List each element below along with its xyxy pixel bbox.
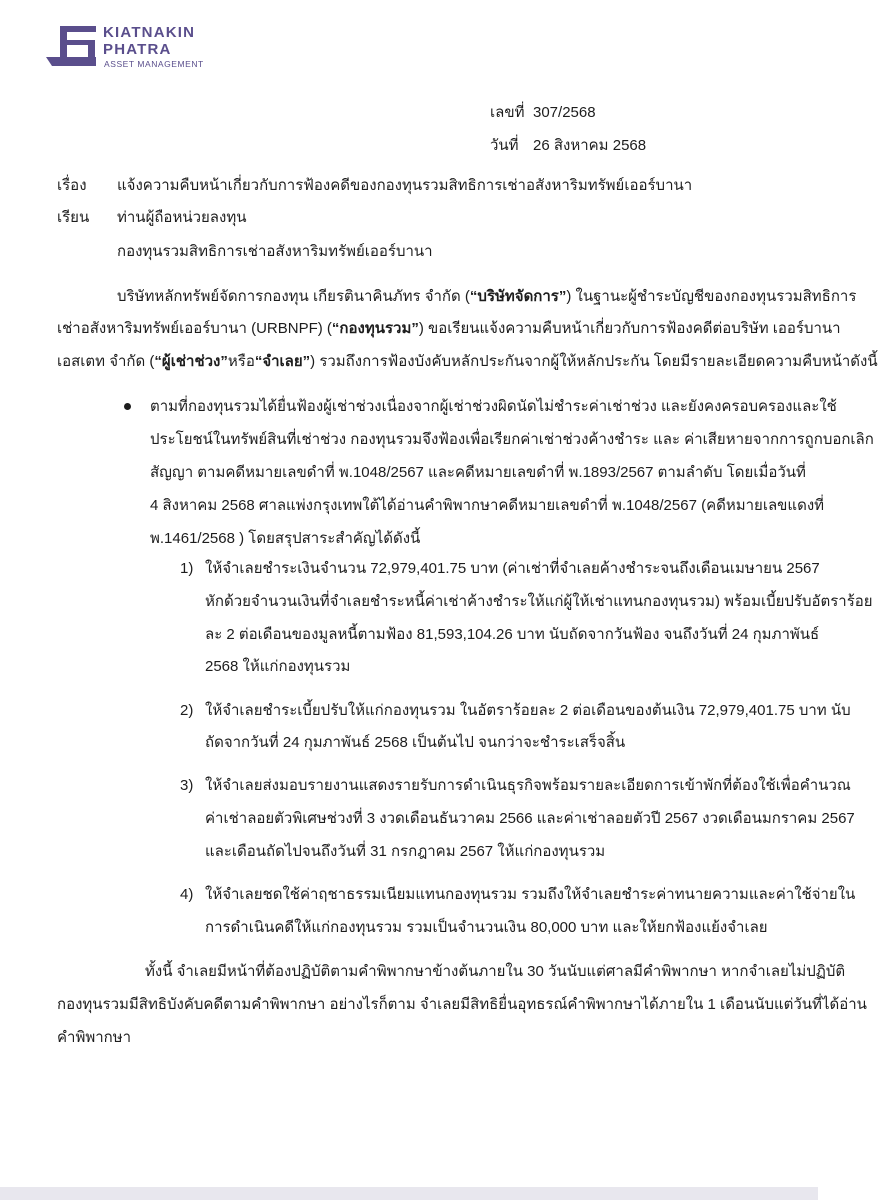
doc-date-value: 26 สิงหาคม 2568 <box>533 137 647 154</box>
item-line: 2568 ให้แก่กองทุนรวม <box>205 658 351 675</box>
intro-text: เช่าอสังหาริมทรัพย์เออร์บานา (URBNPF) ( <box>57 320 332 337</box>
doc-number-value: 307/2568 <box>533 104 596 121</box>
intro-bold-term: “ผู้เช่าช่วง” <box>154 353 228 370</box>
closing-line: กองทุนรวมมีสิทธิบังคับคดีตามคำพิพากษา อย่างไรก็ตาม จำเลยมีสิทธิยื่นอุทธรณ์คำพิพากษาได้ภายใน 1 เดือนนับแต่วันที่ได้อ่าน <box>57 996 867 1013</box>
item-number: 2) <box>180 702 194 719</box>
brand-name-line2: PHATRA <box>103 41 172 58</box>
intro-text: เอสเตท จำกัด ( <box>57 353 155 370</box>
recipient-line: กองทุนรวมสิทธิการเช่าอสังหาริมทรัพย์เออร์บานา <box>117 243 433 260</box>
item-line: ให้จำเลยชำระเงินจำนวน 72,979,401.75 บาท (ค่าเช่าที่จำเลยค้างชำระจนถึงเดือนเมษายน 2567 <box>205 560 820 577</box>
item-line: ค่าเช่าลอยตัวพิเศษช่วงที่ 3 งวดเดือนธันวาคม 2566 และค่าเช่าลอยตัวปี 2567 งวดเดือนมกราคม 2567 <box>205 810 855 827</box>
intro-line <box>57 318 841 340</box>
intro-text: บริษัทหลักทรัพย์จัดการกองทุน เกียรตินาคินภัทร จำกัด ( <box>117 288 470 305</box>
intro-line <box>57 351 878 373</box>
intro-text: ) ขอเรียนแจ้งความคืบหน้าเกี่ยวกับการฟ้องคดีต่อบริษัท เออร์บานา <box>418 320 841 337</box>
intro-bold-term: “บริษัทจัดการ” <box>469 288 567 305</box>
item-line: ให้จำเลยชำระเบี้ยปรับให้แก่กองทุนรวม ในอัตราร้อยละ 2 ต่อเดือนของต้นเงิน 72,979,401.75 บาท นับ <box>205 702 851 719</box>
item-line: ให้จำเลยส่งมอบรายงานแสดงรายรับการดำเนินธุรกิจพร้อมรายละเอียดการเข้าพักที่ต้องใช้เพื่อคำนวณ <box>205 777 851 794</box>
bullet-icon <box>124 403 131 410</box>
doc-number-label: เลขที่ <box>490 104 525 121</box>
brand-tagline: ASSET MANAGEMENT <box>104 59 204 69</box>
intro-text: ) ในฐานะผู้ชำระบัญชีของกองทุนรวมสิทธิการ <box>566 288 857 305</box>
item-line: หักด้วยจำนวนเงินที่จำเลยชำระหนี้ค่าเช่าค้างชำระให้แก่ผู้ให้เช่าแทนกองทุนรวม) พร้อมเบี้ยปรับอัตราร้อย <box>205 593 873 610</box>
company-logo-icon <box>44 24 98 68</box>
page-bottom-edge <box>0 1187 818 1200</box>
intro-text: หรือ <box>227 353 255 370</box>
item-line: ถัดจากวันที่ 24 กุมภาพันธ์ 2568 เป็นต้นไป จนกว่าจะชำระเสร็จสิ้น <box>205 734 626 751</box>
item-line: การดำเนินคดีให้แก่กองทุนรวม รวมเป็นจำนวนเงิน 80,000 บาท และให้ยกฟ้องแย้งจำเลย <box>205 919 768 936</box>
closing-line: คำพิพากษา <box>57 1029 132 1046</box>
intro-bold-term: “จำเลย” <box>254 353 311 370</box>
intro-bold-term: “กองทุนรวม” <box>331 320 419 337</box>
item-number: 1) <box>180 560 194 577</box>
bullet-line: 4 สิงหาคม 2568 ศาลแพ่งกรุงเทพใต้ได้อ่านคำพิพากษาคดีหมายเลขดำที่ พ.1048/2567 (คดีหมายเลขแดงที่ <box>150 497 825 514</box>
bullet-line: ตามที่กองทุนรวมได้ยื่นฟ้องผู้เช่าช่วงเนื่องจากผู้เช่าช่วงผิดนัดไม่ชำระค่าเช่าช่วง และยังคงครอบครองและใช้ <box>150 398 837 415</box>
subject-label: เรื่อง <box>57 177 87 194</box>
bullet-line: ประโยชน์ในทรัพย์สินที่เช่าช่วง กองทุนรวมจึงฟ้องเพื่อเรียกค่าเช่าช่วงค้างชำระ และ ค่าเสียหายจากการถูกบอกเลิก <box>150 431 874 448</box>
item-line: และเดือนถัดไปจนถึงวันที่ 31 กรกฎาคม 2567 ให้แก่กองทุนรวม <box>205 843 606 860</box>
intro-text: ) รวมถึงการฟ้องบังคับหลักประกันจากผู้ให้หลักประกัน โดยมีรายละเอียดความคืบหน้าดังนี้ <box>310 353 878 370</box>
item-line: ให้จำเลยชดใช้ค่าฤชาธรรมเนียมแทนกองทุนรวม รวมถึงให้จำเลยชำระค่าทนายความและค่าใช้จ่ายใน <box>205 886 856 903</box>
brand-name-line1: KIATNAKIN <box>103 24 196 41</box>
intro-line <box>117 286 857 308</box>
bullet-line: สัญญา ตามคดีหมายเลขดำที่ พ.1048/2567 และคดีหมายเลขดำที่ พ.1893/2567 ตามลำดับ โดยเมื่อวันที่ <box>150 464 806 481</box>
item-number: 4) <box>180 886 194 903</box>
recipient-line: ท่านผู้ถือหน่วยลงทุน <box>117 209 247 226</box>
item-number: 3) <box>180 777 194 794</box>
doc-date-label: วันที่ <box>490 137 519 154</box>
closing-line: ทั้งนี้ จำเลยมีหน้าที่ต้องปฏิบัติตามคำพิพากษาข้างต้นภายใน 30 วันนับแต่ศาลมีคำพิพากษา หากจำเลยไม่ปฏิบัติ <box>145 963 846 980</box>
recipient-label: เรียน <box>57 209 90 226</box>
subject-text: แจ้งความคืบหน้าเกี่ยวกับการฟ้องคดีของกองทุนรวมสิทธิการเช่าอสังหาริมทรัพย์เออร์บานา <box>117 177 693 194</box>
bullet-line: พ.1461/2568 ) โดยสรุปสาระสำคัญได้ดังนี้ <box>150 530 421 547</box>
item-line: ละ 2 ต่อเดือนของมูลหนี้ตามฟ้อง 81,593,104.26 บาท นับถัดจากวันฟ้อง จนถึงวันที่ 24 กุมภาพันธ์ <box>205 626 820 643</box>
